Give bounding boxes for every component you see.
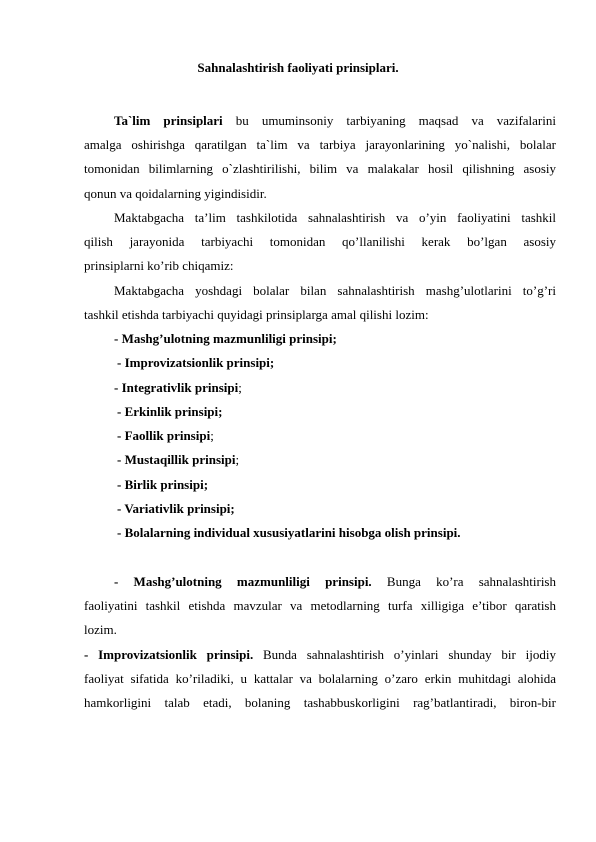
list-item-text: - Mustaqillik prinsipi	[117, 452, 236, 467]
paragraph-5-line-3: hamkorligini talab etadi, bolaning tashabbuskorligini rag’batlantiradi, biron-bir	[84, 695, 556, 710]
paragraph-2-line-3: prinsiplarni ko’rib chiqamiz:	[84, 258, 234, 273]
list-item: - Variativlik prinsipi;	[117, 501, 235, 516]
paragraph-4-line-1	[114, 574, 556, 590]
list-item	[117, 428, 214, 444]
paragraph-3-line-2: tashkil etishda tarbiyachi quyidagi prinsiplarga amal qilishi lozim:	[84, 307, 429, 322]
list-item: - Erkinlik prinsipi;	[117, 404, 223, 419]
list-item: - Mashg’ulotning mazmunliligi prinsipi;	[114, 331, 337, 346]
paragraph-1-line-3: tomonidan bilimlarning o`zlashtirilishi, bilim va malakalar hosil qilishning asosiy	[84, 161, 556, 176]
list-item	[114, 380, 242, 396]
list-item-text: - Faollik prinsipi	[117, 428, 211, 443]
paragraph-3-line-1: Maktabgacha yoshdagi bolalar bilan sahnalashtirish mashg’ulotlarini to’g’ri	[114, 283, 556, 298]
list-item: - Improvizatsionlik prinsipi;	[117, 355, 275, 370]
list-item-text: - Integrativlik prinsipi	[114, 380, 239, 395]
list-item-suffix: ;	[235, 452, 240, 467]
paragraph-1-line-1	[114, 113, 556, 129]
list-item	[117, 452, 239, 468]
paragraph-2-line-2: qilish jarayonida tarbiyachi tomonidan qo’llanilishi kerak bo’lgan asosiy	[84, 234, 556, 249]
paragraph-4-line-3: lozim.	[84, 622, 117, 637]
paragraph-2-line-1: Maktabgacha ta’lim tashkilotida sahnalashtirish va o’yin faoliyatini tashkil	[114, 210, 556, 225]
paragraph-1-line-2: amalga oshirishga qaratilgan ta`lim va tarbiya jarayonlarining yo`nalishi, bolalar	[84, 137, 556, 152]
term-improvizatsionlik: - Improvizatsionlik prinsipi.	[84, 647, 254, 662]
paragraph-5-line-2: faoliyat sifatida ko’riladiki, u kattalar va bolalarning o’zaro erkin muhitdagi alohida	[84, 671, 556, 686]
paragraph-1-line-4: qonun va qoidalarning yigindisidir.	[84, 186, 267, 201]
paragraph-4-line-2: faoliyatini tashkil etishda mavzular va metodlarning turfa xilligiga e’tibor qaratish	[84, 598, 556, 613]
paragraph-1-text: bu umuminsoniy tarbiyaning maqsad va vazifalarini	[222, 113, 556, 128]
term-talim-prinsiplari: Ta`lim prinsiplari	[114, 113, 223, 128]
list-item: - Birlik prinsipi;	[117, 477, 209, 492]
page-title: Sahnalashtirish faoliyati prinsiplari.	[197, 60, 399, 75]
term-mazmunlilik: - Mashg’ulotning mazmunliligi prinsipi.	[114, 574, 372, 589]
list-item: - Bolalarning individual xususiyatlarini hisobga olish prinsipi.	[117, 525, 461, 540]
paragraph-5-text: Bunda sahnalashtirish o’yinlari shunday bir ijodiy	[253, 647, 556, 662]
paragraph-4-text: Bunga ko’ra sahnalashtirish	[371, 574, 556, 589]
list-item-suffix: ;	[238, 380, 242, 395]
paragraph-5-line-1	[84, 647, 556, 663]
list-item-suffix: ;	[210, 428, 214, 443]
